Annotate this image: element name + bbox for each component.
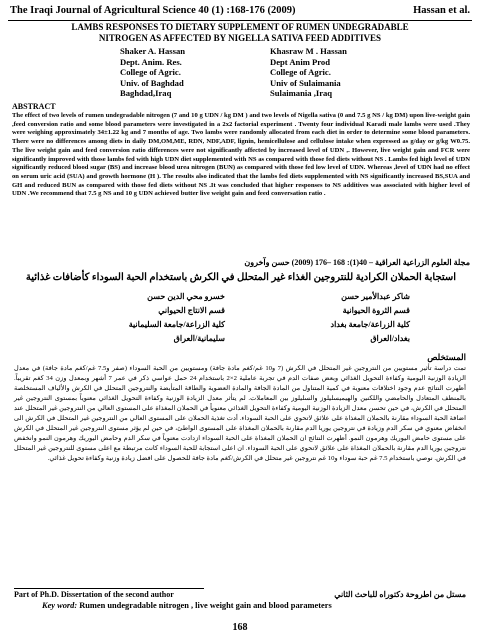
arabic-abstract-heading: المستخلص (427, 352, 466, 362)
arabic-title: استجابة الحملان الكرادية للنتروجين الغذاء غير المتحلل في الكرش باستخدام الحبة السوداء كأضافات غذائية (25, 272, 457, 283)
header-rule (8, 20, 472, 21)
footnote-english: Part of Ph.D. Dissertation of the second author (14, 590, 174, 599)
footnote-arabic: مستل من اطروحة دكتوراه للباحث الثاني (334, 590, 466, 599)
arabic-author-name: شاكر عبدالأمير حسن (341, 292, 410, 301)
arabic-author-dept: قسم الانتاج الحيواني (158, 306, 225, 315)
author-block-2 (270, 46, 347, 99)
abstract-text: The effect of two levels of rumen undegradable nitrogen (7 and 10 g UDN / kg DM ) and two levels of Nigella sativa (0 and 7.5 g NS / kg DM) upon live-weight gain ,feed conversion ratio and some blood parameters were investigated in a 2x2 factorial experiment . Twenty four individual Karadi male lambs were used .They were weighing approximately 34±1.22 kg and 7 months of age. Two lambs were randomly allocated from each diet in order to determine some blood parameters. There were no differences among diets in daily DM,OM,ME, RDN, NDF,ADF, lignin, hemicellulose and cellulose intake when expressed as g/day or g/kg W0.75. The live weight gain and feed conversion ratio differences were not significantly affected by increased level of UDN ,. However, live weight gain and FCR were significantly improved with those lambs fed with high UDN diet supplemented with NS as compared with those fed diets without NS . Lambs fed high level of UDN significantly reduced blood sugar (BS) and increase blood urea nitrogen (BUN) as compared with those fed low level of UDN. Whereas ,level of UDN had no effect on serum uric acid (SUA) and growth hormone (H ). The results also indicated that the lambs fed diets supplemented with NS significantly increased BS,SUA and GH and reduced BUN as compared with those fed diets without NS .It was concluded that higher responses to NS additives was associated with higher level of UDN .We recommend that 7.5 g NS and 10 g UDN achieved butter live weight gain and feed conversation ratio . (12, 112, 470, 198)
running-header (10, 5, 470, 19)
arabic-author-block-1 (331, 290, 411, 346)
footnote-rule (14, 588, 204, 589)
author-city: Sulaimania ,Iraq (270, 88, 333, 98)
page-number: 168 (232, 622, 248, 633)
arabic-author-college: كلية الزراعة/جامعة السليمانية (128, 320, 225, 329)
paper-title (30, 22, 450, 44)
author-name: Shaker A. Hassan (120, 46, 186, 56)
author-univ: Univ of Sulaimania (270, 77, 341, 88)
author-name: Khasraw M . Hassan (270, 46, 347, 56)
author-block-1 (120, 46, 185, 99)
author-univ: Univ. of Baghdad (120, 77, 184, 88)
arabic-abstract-text: تمت دراسة تأثير مستويين من النتروجين غير المتحلل في الكرش (7 و10 غم/كغم مادة جافة) ومستويين من الحبة السوداء (صفر و7.5 غم/كغم مادة جافة) في معدل الزيادة الوزنية اليومية وكفاءة التحويل الغذائي وبعض صفات الدم في تجربة عاملية 2×2 باستخدام 24 حمل عواسي ذكر في عمر 7 أشهر وبمعدل وزن 34 كغم تقريباً. أظهرت النتائج عدم وجود اختلافات معنوية في كمية المتناول من المادة الجافة والمادة العضوية والطاقة المتأيضة والنتروجين المتحلل في الكرش والألياف المستخلصة بالمنظف المتعادل والحامضي واللكنين والهيميسليلوز والسليلوز بين المعاملات. لم يتأثر معدل الزيادة الوزنية وكفاءة التحويل الغذائي معنوياً بمستوى النتروجين غير المتحلل في الكرش، في حين تحسن معدل الزيادة الوزنية اليومية وكفاءة التحويل الغذائي معنوياً في الحملان المغذاة على المستوى العالي من النتروجين غير المتحلل عند اضافة الحبة السوداء مقارنة بالحملان المغذاة على علائق لاتحوي على الحبة السوداء. أدت تغذية الحملان على المستوى العالي من النتروجين غير المتحلل في الكرش الى انخفاض معنوي في سكر الدم وزيادة في نتروجين يوريا الدم مقارنة بالحملان المغذاة على المستوى الواطئ، في حين لم يؤثر مستوى النتروجين غير المتحلل في الكرش على مستوى حامض اليوريك وهرمون النمو. أظهرت النتائج ان الحملان المغذاة على الحبة السوداء ازدادت معنوياً في سكر الدم وحامض اليوريك وهرمون النمو وانخفض نتروجين يوريا الدم مقارنة بالحملان المغذاة على علائق لاتحوي على الحبة السوداء. ان اعلى استجابة للحبة السوداء كانت مرتبطة مع اعلى مستوى للنتروجين غير المتحلل في الكرش. نوصي باستخدام 7.5 غم حبة سوداء و10 غم نتروجين غير متحلل في الكرش/كغم مادة جافة للحصول على افضل زيادة وزنية وكفاءة تحويل غذائي. (14, 365, 467, 462)
title-line: LAMBS RESPONSES TO DIETARY SUPPLEMENT OF RUMEN UNDEGRADABLE (71, 22, 409, 32)
title-line: NITROGEN AS AFFECTED BY NIGELLA SATIVA FEED ADDITIVES (98, 33, 382, 43)
arabic-author-city: بغداد/العراق (370, 334, 410, 343)
author-dept: Dept Anim Prod (270, 56, 331, 67)
author-college: College of Agric. (120, 67, 181, 77)
arabic-author-dept: قسم الثروة الحيوانية (342, 306, 410, 315)
keywords (42, 601, 332, 610)
header-authors: Hassan et al. (413, 5, 470, 16)
arabic-author-block-2 (129, 290, 225, 346)
abstract-heading: ABSTRACT (12, 102, 56, 111)
arabic-author-name: خسرو محي الدين حسن (147, 292, 225, 301)
keywords-text: Rumen undegradable nitrogen , live weight gain and blood parameters (77, 601, 332, 610)
arabic-author-city: سليمانية/العراق (173, 334, 225, 343)
author-dept: Dept. Anim. Res. (120, 56, 182, 67)
arabic-author-college: كلية الزراعة/جامعة بغداد (330, 320, 410, 329)
keywords-label: Key word: (42, 601, 78, 610)
arabic-journal-ref: مجلة العلوم الزراعية العراقية – 40(1): 168 –176 (2009) حسن وآخرون (244, 258, 470, 267)
journal-citation: The Iraqi Journal of Agricultural Science 40 (1) :168-176 (2009) (10, 5, 296, 16)
author-college: College of Agric. (270, 67, 331, 77)
author-city: Baghdad,Iraq (120, 88, 172, 98)
